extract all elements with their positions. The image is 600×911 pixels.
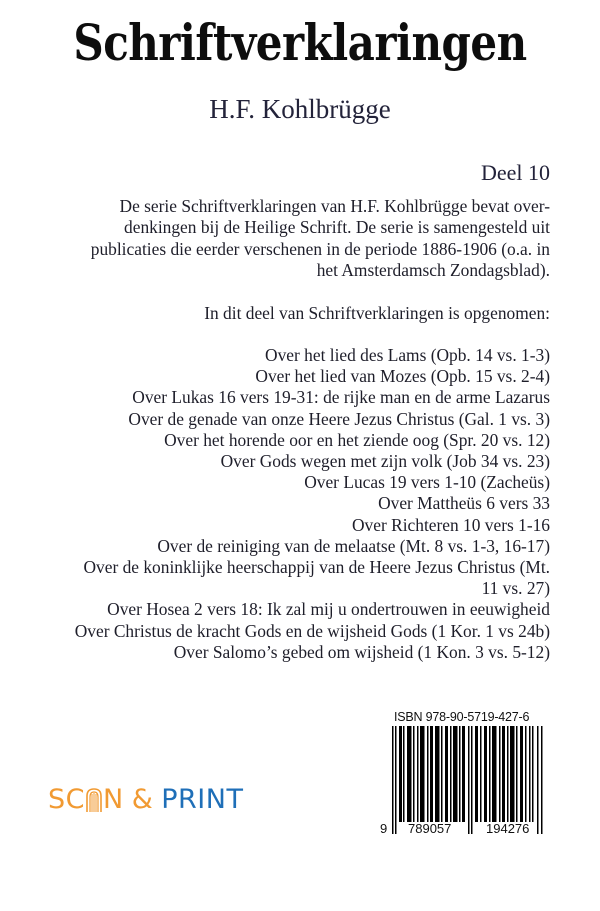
- contents-item: Over Lucas 19 vers 1-10 (Zacheüs): [304, 472, 550, 493]
- contents-item-continuation: 11 vs. 27): [481, 578, 550, 599]
- logo-text-sc: SC: [48, 784, 85, 815]
- description-line: het Amsterdamsch Zondagsblad).: [316, 259, 550, 280]
- contents-item: Over de koninklijke heerschappij van de Heere Jezus Christus (Mt.: [83, 557, 550, 578]
- barcode-digits-left: 789057: [408, 821, 452, 836]
- publisher-logo: [48, 784, 243, 815]
- isbn-barcode: [380, 710, 570, 845]
- logo-ampersand: &: [131, 784, 154, 815]
- contents-item: Over Christus de kracht Gods en de wijsheid Gods (1 Kor. 1 vs 24b): [74, 620, 550, 641]
- contents-item: Over het horende oor en het ziende oog (Spr. 20 vs. 12): [164, 429, 550, 450]
- description-line: denkingen bij de Heilige Schrift. De serie is samengesteld uit: [124, 217, 550, 238]
- logo-scan-word: [48, 784, 124, 815]
- contents-item: Over Richteren 10 vers 1-16: [352, 514, 550, 535]
- contents-item: Over het lied van Mozes (Opb. 15 vs. 2-4): [255, 366, 550, 387]
- contents-item: Over de genade van onze Heere Jezus Christus (Gal. 1 vs. 3): [128, 408, 550, 429]
- contents-item: Over de reiniging van de melaatse (Mt. 8 vs. 1-3, 16-17): [157, 535, 550, 556]
- contents-item: Over Hosea 2 vers 18: Ik zal mij u ondertrouwen in eeuwigheid: [107, 599, 550, 620]
- author-name: H.F. Kohlbrügge: [209, 94, 391, 124]
- series-description: [30, 196, 550, 281]
- barcode-lead-digit: 9: [380, 821, 388, 836]
- contents-list: [0, 345, 550, 663]
- contents-item: Over Lukas 16 vers 19-31: de rijke man en de arme Lazarus: [132, 387, 550, 408]
- series-title: Schriftverklaringen: [73, 14, 527, 72]
- book-arch-icon: [86, 788, 102, 812]
- contents-item: Over het lied des Lams (Opb. 14 vs. 1-3): [265, 345, 550, 365]
- description-line: De serie Schriftverklaringen van H.F. Kohlbrügge bevat over-: [119, 196, 550, 216]
- contents-item: Over Gods wegen met zijn volk (Job 34 vs. 23): [220, 451, 550, 472]
- volume-label: Deel 10: [480, 160, 550, 185]
- isbn-label: ISBN 978-90-5719-427-6: [394, 710, 530, 724]
- logo-text-n: N: [103, 784, 124, 815]
- contents-lead: In dit deel van Schriftverklaringen is opgenomen:: [204, 303, 550, 323]
- contents-item: Over Salomo’s gebed om wijsheid (1 Kon. 3 vs. 5-12): [173, 641, 550, 662]
- barcode-digits-right: 194276: [486, 821, 530, 836]
- description-line: publicaties die eerder verschenen in de periode 1886-1906 (o.a. in: [90, 238, 550, 259]
- contents-item: Over Mattheüs 6 vers 33: [378, 493, 550, 514]
- logo-print-word: PRINT: [161, 784, 244, 815]
